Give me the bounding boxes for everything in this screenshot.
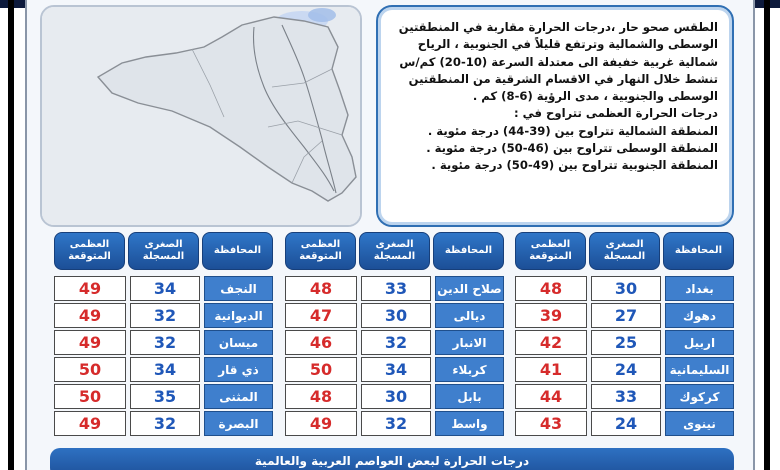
max-temp-value: 49	[54, 276, 126, 301]
min-temp-value: 24	[591, 357, 661, 382]
min-temp-value: 32	[130, 303, 200, 328]
max-temp-value: 49	[54, 303, 126, 328]
max-temp-value: 41	[515, 357, 587, 382]
max-temp-value: 42	[515, 330, 587, 355]
max-temp-value: 49	[54, 330, 126, 355]
max-temp-value: 49	[285, 411, 357, 436]
min-temp-value: 35	[130, 384, 200, 409]
header-province: المحافظة	[202, 232, 273, 270]
forecast-text-panel	[376, 5, 734, 227]
min-temp-value: 33	[591, 384, 661, 409]
arab-world-capitals-banner	[50, 448, 734, 470]
max-temp-value: 49	[54, 411, 126, 436]
min-temp-value: 30	[591, 276, 661, 301]
province-row	[285, 276, 504, 301]
province-row	[285, 357, 504, 382]
min-temp-value: 32	[130, 330, 200, 355]
right-border-bar	[764, 0, 770, 470]
province-name: بغداد	[665, 276, 734, 301]
province-name: دهوك	[665, 303, 734, 328]
province-name: بابل	[435, 384, 504, 409]
header-province: المحافظة	[663, 232, 734, 270]
province-name: نينوى	[665, 411, 734, 436]
max-temp-value: 48	[515, 276, 587, 301]
iraq-map-panel	[40, 5, 362, 227]
province-name: ميسان	[204, 330, 273, 355]
province-name: ذي قار	[204, 357, 273, 382]
province-row	[285, 303, 504, 328]
max-temp-value: 47	[285, 303, 357, 328]
province-name: كربلاء	[435, 357, 504, 382]
header-min-recorded: الصغرى المسجلة	[359, 232, 430, 270]
province-row	[515, 303, 734, 328]
province-rows	[285, 276, 504, 438]
max-temp-value: 48	[285, 276, 357, 301]
province-row	[515, 330, 734, 355]
min-temp-value: 24	[591, 411, 661, 436]
min-temp-value: 27	[591, 303, 661, 328]
province-row	[285, 384, 504, 409]
max-temp-value: 43	[515, 411, 587, 436]
province-group-3	[54, 232, 273, 438]
iraq-map-image	[42, 7, 362, 227]
min-temp-value: 34	[130, 276, 200, 301]
max-temp-title: درجات الحرارة العظمى تتراوح في :	[513, 106, 718, 121]
province-rows	[515, 276, 734, 438]
province-name: كركوك	[665, 384, 734, 409]
province-name: صلاح الدين	[435, 276, 504, 301]
province-name: السليمانية	[665, 357, 734, 382]
south-region-range: المنطقة الجنوبية تتراوح بين (49-50) درجة مئوية .	[431, 158, 718, 173]
max-temp-value: 50	[285, 357, 357, 382]
province-row	[54, 330, 273, 355]
province-row	[54, 411, 273, 436]
north-region-range: المنطقة الشمالية تتراوح بين (39-44) درجة مئوية .	[427, 123, 718, 138]
province-name: ديالى	[435, 303, 504, 328]
province-row	[285, 330, 504, 355]
header-max-expected: العظمى المتوقعة	[54, 232, 125, 270]
header-max-expected: العظمى المتوقعة	[515, 232, 586, 270]
max-temp-value: 46	[285, 330, 357, 355]
header-max-expected: العظمى المتوقعة	[285, 232, 356, 270]
province-name: واسط	[435, 411, 504, 436]
province-row	[54, 303, 273, 328]
min-temp-value: 30	[361, 384, 431, 409]
max-temp-value: 50	[54, 384, 126, 409]
header-min-recorded: الصغرى المسجلة	[589, 232, 660, 270]
province-group-2	[285, 232, 504, 438]
min-temp-value: 25	[591, 330, 661, 355]
province-row	[285, 411, 504, 436]
province-name: المثنى	[204, 384, 273, 409]
province-name: الديوانية	[204, 303, 273, 328]
province-row	[515, 357, 734, 382]
province-group-1	[515, 232, 734, 438]
forecast-paragraph: الطقس صحو حار ،درجات الحرارة مقاربة في المنطقتين الوسطى والشمالية وترتفع قليلاً في الجنوبية ، الرياح شمالية غربية خفيفة الى معتدلة السرعة (10-20) كم/س تنشط خلال النهار في الاقسام الشرقية من المنطقتين الوسطى والجنوبية ، مدى الرؤية (6-8) كم .	[398, 20, 718, 104]
header-min-recorded: الصغرى المسجلة	[128, 232, 199, 270]
province-name: اربيل	[665, 330, 734, 355]
banner-title: درجات الحرارة لبعض العواصم العربية والعالمية	[254, 454, 530, 468]
province-row	[515, 384, 734, 409]
central-region-range: المنطقة الوسطى تتراوح بين (46-50) درجة مئوية .	[426, 141, 718, 156]
province-row	[515, 411, 734, 436]
province-row	[54, 384, 273, 409]
province-row	[54, 276, 273, 301]
header-province: المحافظة	[433, 232, 504, 270]
max-temp-value: 44	[515, 384, 587, 409]
min-temp-value: 33	[361, 276, 431, 301]
province-rows	[54, 276, 273, 438]
province-name: النجف	[204, 276, 273, 301]
min-temp-value: 34	[130, 357, 200, 382]
temperature-tables	[50, 232, 738, 438]
province-name: البصرة	[204, 411, 273, 436]
min-temp-value: 32	[130, 411, 200, 436]
max-temp-value: 50	[54, 357, 126, 382]
left-border-bar	[8, 0, 14, 470]
province-name: الانبار	[435, 330, 504, 355]
min-temp-value: 34	[361, 357, 431, 382]
min-temp-value: 30	[361, 303, 431, 328]
max-temp-value: 48	[285, 384, 357, 409]
province-row	[515, 276, 734, 301]
min-temp-value: 32	[361, 411, 431, 436]
province-row	[54, 357, 273, 382]
min-temp-value: 32	[361, 330, 431, 355]
max-temp-value: 39	[515, 303, 587, 328]
